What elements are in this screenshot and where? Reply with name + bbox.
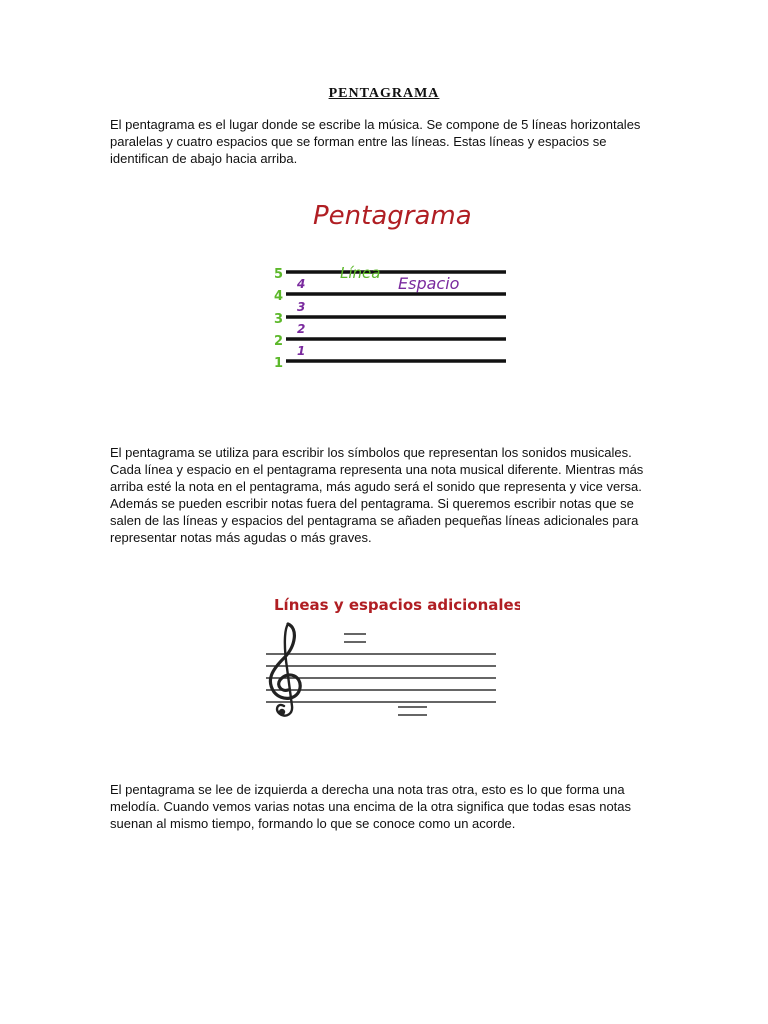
space-number-2: 2 bbox=[297, 322, 306, 336]
ledger-lines-figure bbox=[240, 588, 520, 728]
line-number-3: 3 bbox=[274, 312, 284, 327]
page-title: PENTAGRAMA bbox=[328, 86, 440, 101]
ledger-lines-diagram bbox=[240, 588, 520, 728]
line-number-5: 5 bbox=[274, 267, 284, 282]
line-label: Línea bbox=[340, 264, 381, 282]
ledger-lines-figure-title: Líneas y espacios adicionales bbox=[274, 596, 520, 614]
pentagrama-figure-title: Pentagrama bbox=[313, 201, 472, 231]
pentagrama-figure bbox=[258, 190, 518, 390]
reading-paragraph: El pentagrama se lee de izquierda a derecha una nota tras otra, esto es lo que forma una melodía. Cuando vemos varias notas una encima de la otra significa que todas esas notas suenan al mismo tiempo, formando lo que se conoce como un acorde. bbox=[110, 782, 632, 831]
usage-paragraph: El pentagrama se utiliza para escribir los símbolos que representan los sonidos musicales. Cada línea y espacio en el pentagrama representa una nota musical diferente. Mientras más arriba esté la nota en el pentagrama, más agudo será el sonido que representa y vice versa. Además se pueden escribir notas fuera del pentagrama. Si queremos escribir notas que se salen de las líneas y espacios del pentagrama se añaden pequeñas líneas adicionales para representar notas más agudas o más graves. bbox=[110, 445, 644, 545]
line-number-2: 2 bbox=[274, 334, 284, 349]
pentagrama-diagram bbox=[258, 190, 518, 390]
space-number-3: 3 bbox=[297, 300, 306, 314]
line-number-1: 1 bbox=[274, 356, 284, 371]
intro-paragraph: El pentagrama es el lugar donde se escribe la música. Se compone de 5 líneas horizontales paralelas y cuatro espacios que se forman entre las líneas. Estas líneas y espacios se identifican de abajo hacia arriba. bbox=[110, 117, 641, 166]
space-label: Espacio bbox=[398, 274, 460, 293]
space-number-1: 1 bbox=[297, 344, 306, 358]
space-number-4: 4 bbox=[297, 277, 306, 291]
line-number-4: 4 bbox=[274, 289, 284, 304]
